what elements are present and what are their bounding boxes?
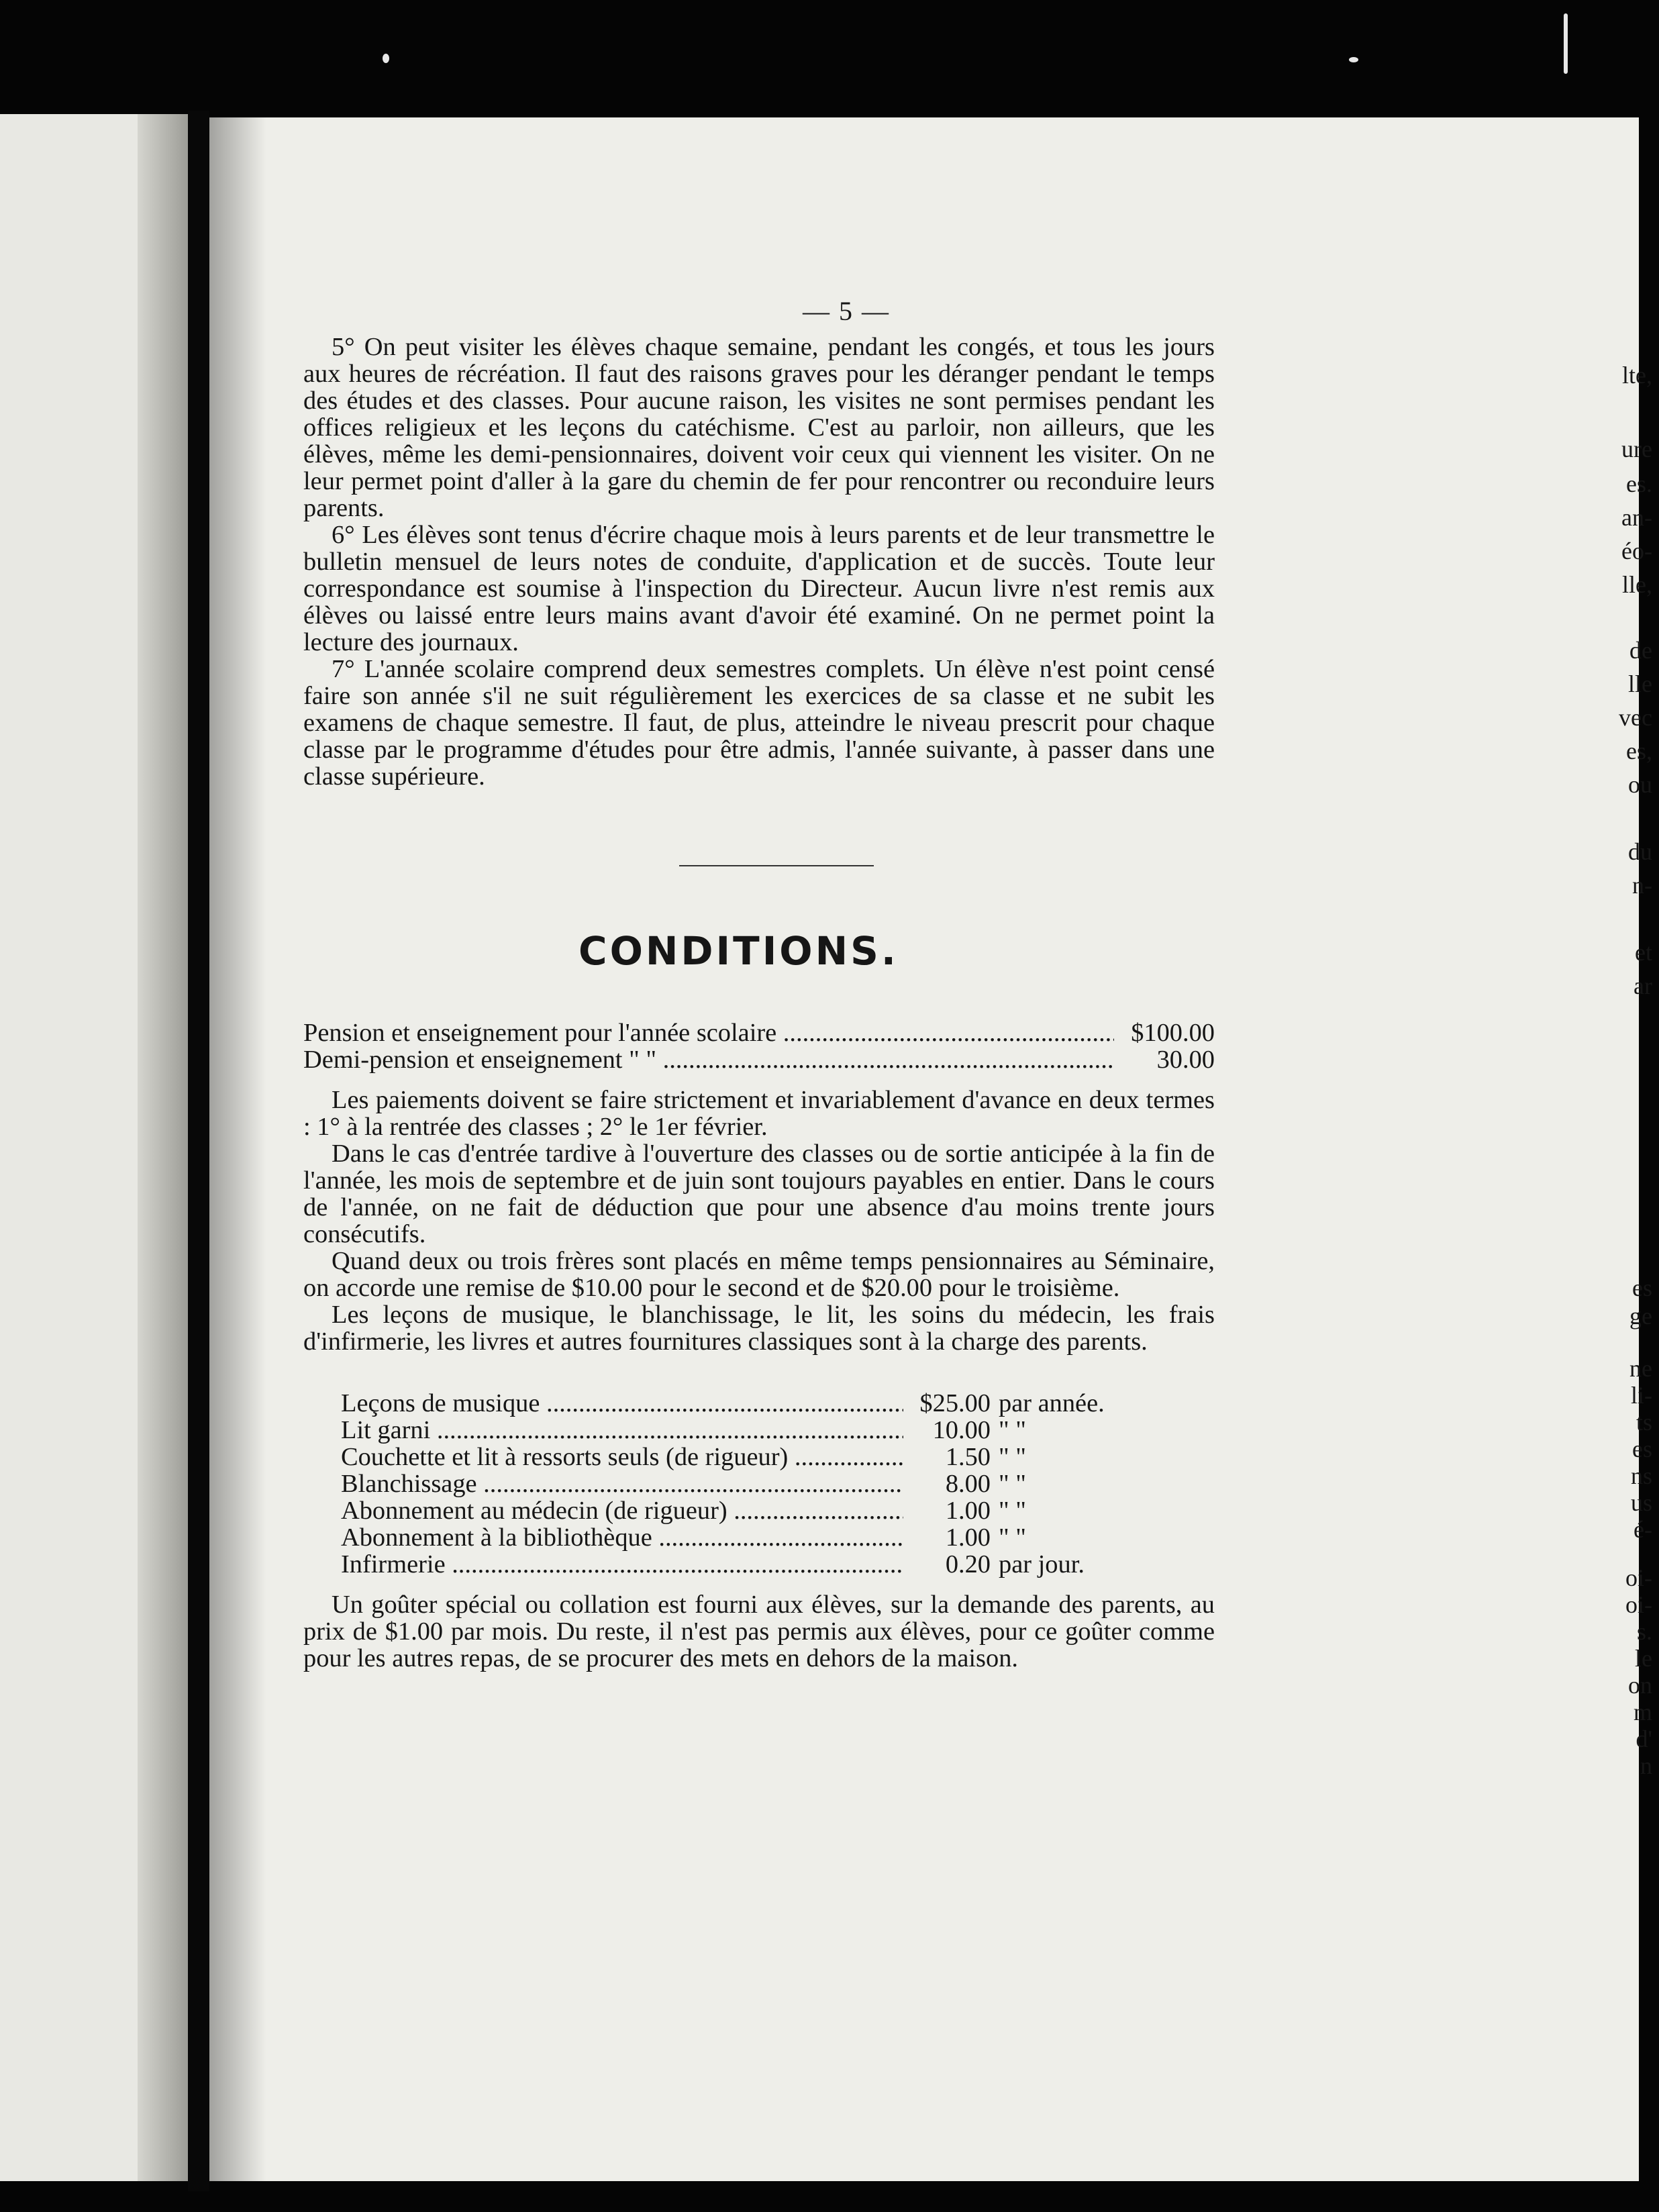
left-fragment: et	[1635, 939, 1652, 966]
charge-row	[303, 1019, 1215, 1046]
fee-unit: par année.	[999, 1389, 1105, 1417]
charge-label: Pension et enseignement pour l'année scolaire .....	[303, 1019, 1114, 1046]
fee-item: Abonnement au médecin (de rigueur) .....	[341, 1497, 903, 1524]
left-fragment: m	[1633, 1699, 1652, 1725]
fee-price: 1.00	[945, 1523, 991, 1552]
fee-price: 10.00	[932, 1416, 991, 1444]
fees-table	[341, 1390, 1113, 1578]
fee-unit: " "	[999, 1416, 1026, 1444]
closing-paragraph: Un goûter spécial ou collation est fourni aux élèves, sur la demande des parents, au prix de $1.00 par mois. Du reste, il n'est pas permis aux élèves, pour ce goûter comme pour les autres repas, de se procurer des mets en dehors de la maison.	[303, 1591, 1215, 1672]
fee-unit: " "	[999, 1523, 1026, 1552]
left-fragment: de	[1629, 637, 1652, 664]
fee-unit: " "	[999, 1470, 1026, 1498]
payment-paragraph: Les leçons de musique, le blanchissage, le lit, les soins du médecin, les frais d'infirmerie, les livres et autres fournitures classiques sont à la charge des parents.	[303, 1301, 1215, 1356]
fee-unit: " "	[999, 1497, 1026, 1525]
fee-price: $25.00	[919, 1389, 991, 1417]
left-fragment: lle	[1628, 670, 1652, 697]
left-fragment: n	[1640, 1752, 1652, 1779]
page-number: — 5 —	[803, 296, 890, 326]
dust-speck	[1564, 13, 1568, 74]
left-fragment: s.	[1636, 1618, 1652, 1645]
fee-price: 0.20	[945, 1550, 991, 1578]
fee-item: Infirmerie .....	[341, 1551, 903, 1578]
left-fragment: ure	[1621, 436, 1652, 462]
left-fragment: lte,	[1622, 362, 1652, 389]
dust-speck	[383, 54, 389, 63]
regulation-paragraph: 6° Les élèves sont tenus d'écrire chaque mois à leurs parents et de leur transmettre le bulletin mensuel de leurs notes de conduite, d'application et de succès. Toute leur correspondance est soumise à l'inspection du Directeur. Aucun livre n'est remis aux élèves ou laissé entre leurs mains avant d'avoir été examiné. On ne permet point la lecture des journaux.	[303, 521, 1215, 656]
charge-amount: 30.00	[1156, 1046, 1215, 1074]
left-fragment: li-	[1631, 1382, 1652, 1409]
left-fragment: us	[1630, 1489, 1652, 1516]
fee-row	[341, 1497, 1113, 1524]
left-fragment: lle,	[1622, 571, 1652, 598]
payment-paragraph: Quand deux ou trois frères sont placés en même temps pensionnaires au Séminaire, on accorde une remise de $10.00 pour le second et de $20.00 pour le troisième.	[303, 1247, 1215, 1302]
left-fragment: d'	[1636, 1725, 1652, 1752]
fee-item: Blanchissage .....	[341, 1470, 903, 1497]
fee-price: 1.50	[945, 1443, 991, 1471]
left-fragment: ns	[1630, 1462, 1652, 1489]
section-heading: CONDITIONS.	[579, 928, 899, 974]
page-content	[303, 295, 1215, 1672]
fee-price: 8.00	[945, 1470, 991, 1498]
left-fragment: ou	[1628, 771, 1652, 798]
payment-paragraph: Les paiements doivent se faire strictement et invariablement d'avance en deux termes : 1° à la rentrée des classes ; 2° le 1er février.	[303, 1086, 1215, 1141]
left-fragment: é-	[1633, 1516, 1652, 1543]
left-fragment: oi-	[1625, 1591, 1652, 1618]
fee-row	[341, 1524, 1113, 1551]
fee-item: Couchette et lit à ressorts seuls (de rigueur) .....	[341, 1444, 903, 1470]
left-fragment: le	[1635, 1645, 1652, 1672]
left-fragment: ar	[1633, 972, 1652, 999]
fee-item: Abonnement à la bibliothèque .....	[341, 1524, 903, 1551]
left-fragment: ne	[1629, 1355, 1652, 1382]
left-fragment: es.	[1626, 470, 1652, 497]
left-fragment: ts	[1636, 1409, 1652, 1436]
fee-row	[341, 1390, 1113, 1417]
fee-row	[341, 1444, 1113, 1470]
left-fragment: n-	[1632, 872, 1652, 899]
fee-item: Leçons de musique .....	[341, 1390, 903, 1417]
fee-row	[341, 1551, 1113, 1578]
left-fragment: an-	[1621, 504, 1652, 531]
charge-amount: $100.00	[1131, 1019, 1215, 1047]
left-fragment: ge	[1629, 1303, 1652, 1329]
left-fragment: es	[1632, 1274, 1652, 1301]
regulation-paragraph: 7° L'année scolaire comprend deux semestres complets. Un élève n'est point censé faire son année s'il ne suit régulièrement les exercices de sa classe et ne subit les examens de chaque semestre. Il faut, de plus, atteindre le niveau prescrit pour chaque classe par le programme d'études pour être admis, l'année suivante, à passer dans une classe supérieure.	[303, 655, 1215, 791]
left-fragment: du	[1628, 838, 1652, 865]
left-fragment: oi-	[1625, 1564, 1652, 1591]
regulation-paragraph: 5° On peut visiter les élèves chaque semaine, pendant les congés, et tous les jours aux heures de récréation. Il faut des raisons graves pour les déranger pendant le temps des études et des classes. Pour aucune raison, les visites ne sont permises pendant les offices religieux et les leçons du catéchisme. C'est au parloir, non ailleurs, que les élèves, même les demi-pensionnaires, doivent voir ceux qui viennent les visiter. On ne leur permet point d'aller à la gare du chemin de fer pour rencontrer ou reconduire leurs parents.	[303, 333, 1215, 522]
gutter-shadow	[209, 117, 266, 2181]
charge-label: Demi-pension et enseignement " " .....	[303, 1046, 1114, 1073]
charge-row	[303, 1046, 1215, 1073]
fee-unit: " "	[999, 1443, 1026, 1471]
left-fragment: on	[1628, 1672, 1652, 1699]
left-fragment: es,	[1626, 738, 1652, 764]
book-spine	[188, 111, 209, 2191]
fee-price: 1.00	[945, 1497, 991, 1525]
fee-unit: par jour.	[999, 1550, 1085, 1578]
left-fragment: es	[1632, 1436, 1652, 1462]
left-page-fold	[138, 114, 188, 2181]
fee-item: Lit garni .....	[341, 1417, 903, 1444]
left-fragment: éo-	[1621, 538, 1652, 564]
left-fragment: vec	[1619, 704, 1652, 731]
payment-paragraph: Dans le cas d'entrée tardive à l'ouverture des classes ou de sortie anticipée à la fin de l'année, les mois de septembre et de juin sont toujours payables en entier. Dans le cours de l'année, on ne fait de déduction que pour une absence d'au moins trente jours consécutifs.	[303, 1140, 1215, 1248]
dust-speck	[1349, 57, 1358, 62]
fee-row	[341, 1417, 1113, 1444]
fee-row	[341, 1470, 1113, 1497]
section-divider	[679, 865, 874, 866]
